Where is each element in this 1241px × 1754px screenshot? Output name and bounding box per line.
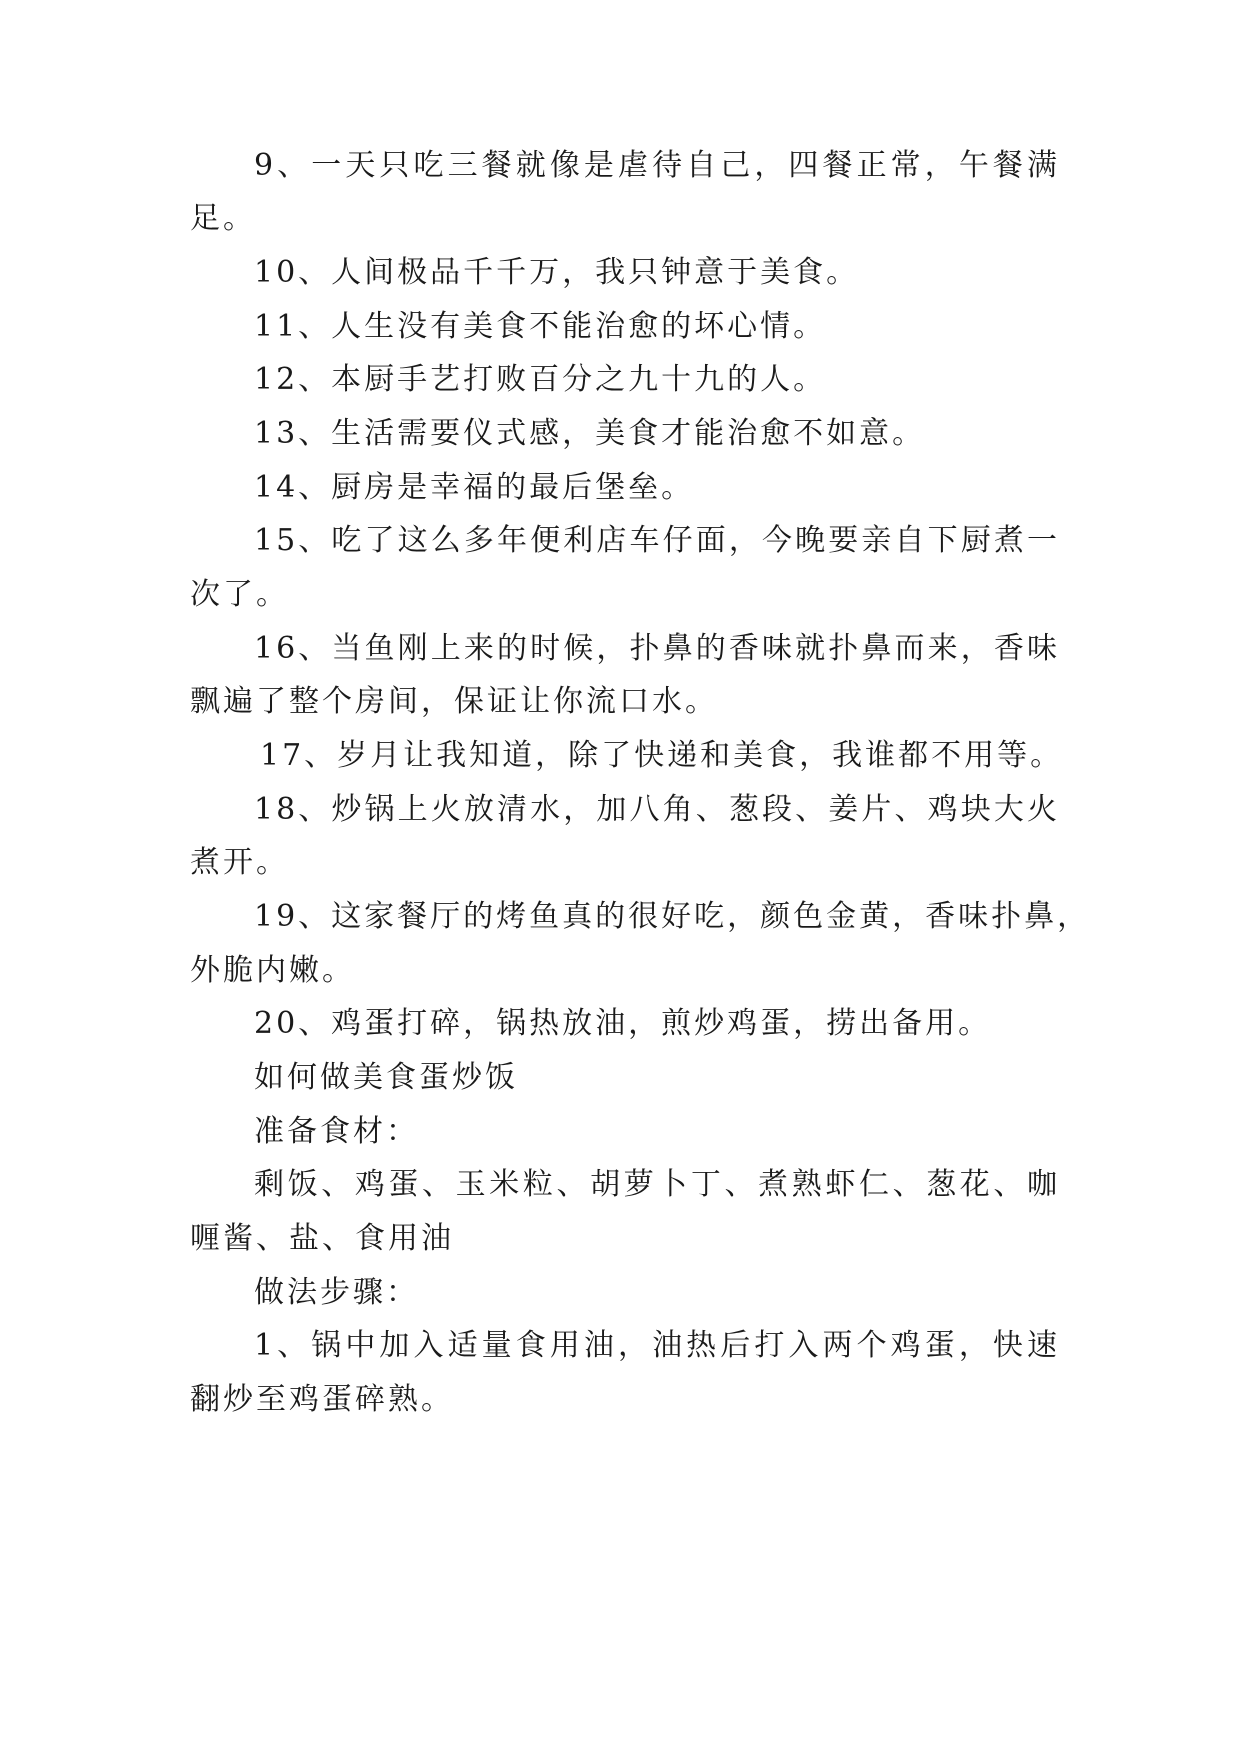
paragraph-line: 翻炒至鸡蛋碎熟。 [190,1382,454,1417]
paragraph-line: 煮开。 [190,845,289,880]
paragraph-line: 喱酱、盐、食用油 [190,1221,454,1256]
paragraph-line: 11、人生没有美食不能治愈的坏心情。 [254,309,827,344]
paragraph-line: 次了。 [190,577,289,612]
paragraph-line: 17、岁月让我知道，除了快递和美食，我谁都不用等。 [260,738,1064,773]
paragraph-line: 飘遍了整个房间，保证让你流口水。 [190,684,718,719]
paragraph-line: 18、炒锅上火放清水，加八角、葱段、姜片、鸡块大火 [254,792,1060,827]
paragraph-line: 19、这家餐厅的烤鱼真的很好吃，颜色金黄，香味扑鼻， [254,899,1091,934]
paragraph-line: 外脆内嫩。 [190,953,355,988]
paragraph-line: 14、厨房是幸福的最后堡垒。 [254,470,695,505]
paragraph-line: 16、当鱼刚上来的时候，扑鼻的香味就扑鼻而来，香味 [254,631,1060,666]
paragraph-line: 15、吃了这么多年便利店车仔面，今晚要亲自下厨煮一 [254,523,1060,558]
section-heading: 准备食材： [254,1114,419,1149]
paragraph-line: 10、人间极品千千万，我只钟意于美食。 [254,255,860,290]
paragraph-line: 1、锅中加入适量食用油，油热后打入两个鸡蛋，快速 [254,1328,1060,1363]
paragraph-line: 12、本厨手艺打败百分之九十九的人。 [254,362,827,397]
paragraph-line: 9、一天只吃三餐就像是虐待自己，四餐正常，午餐满 [254,148,1060,183]
paragraph-line: 剩饭、鸡蛋、玉米粒、胡萝卜丁、煮熟虾仁、葱花、咖 [254,1167,1060,1202]
paragraph-line: 足。 [190,201,256,236]
section-heading: 如何做美食蛋炒饭 [254,1060,518,1095]
paragraph-line: 13、生活需要仪式感，美食才能治愈不如意。 [254,416,926,451]
paragraph-line: 20、鸡蛋打碎，锅热放油，煎炒鸡蛋，捞出备用。 [254,1006,992,1041]
section-heading: 做法步骤： [254,1275,419,1310]
